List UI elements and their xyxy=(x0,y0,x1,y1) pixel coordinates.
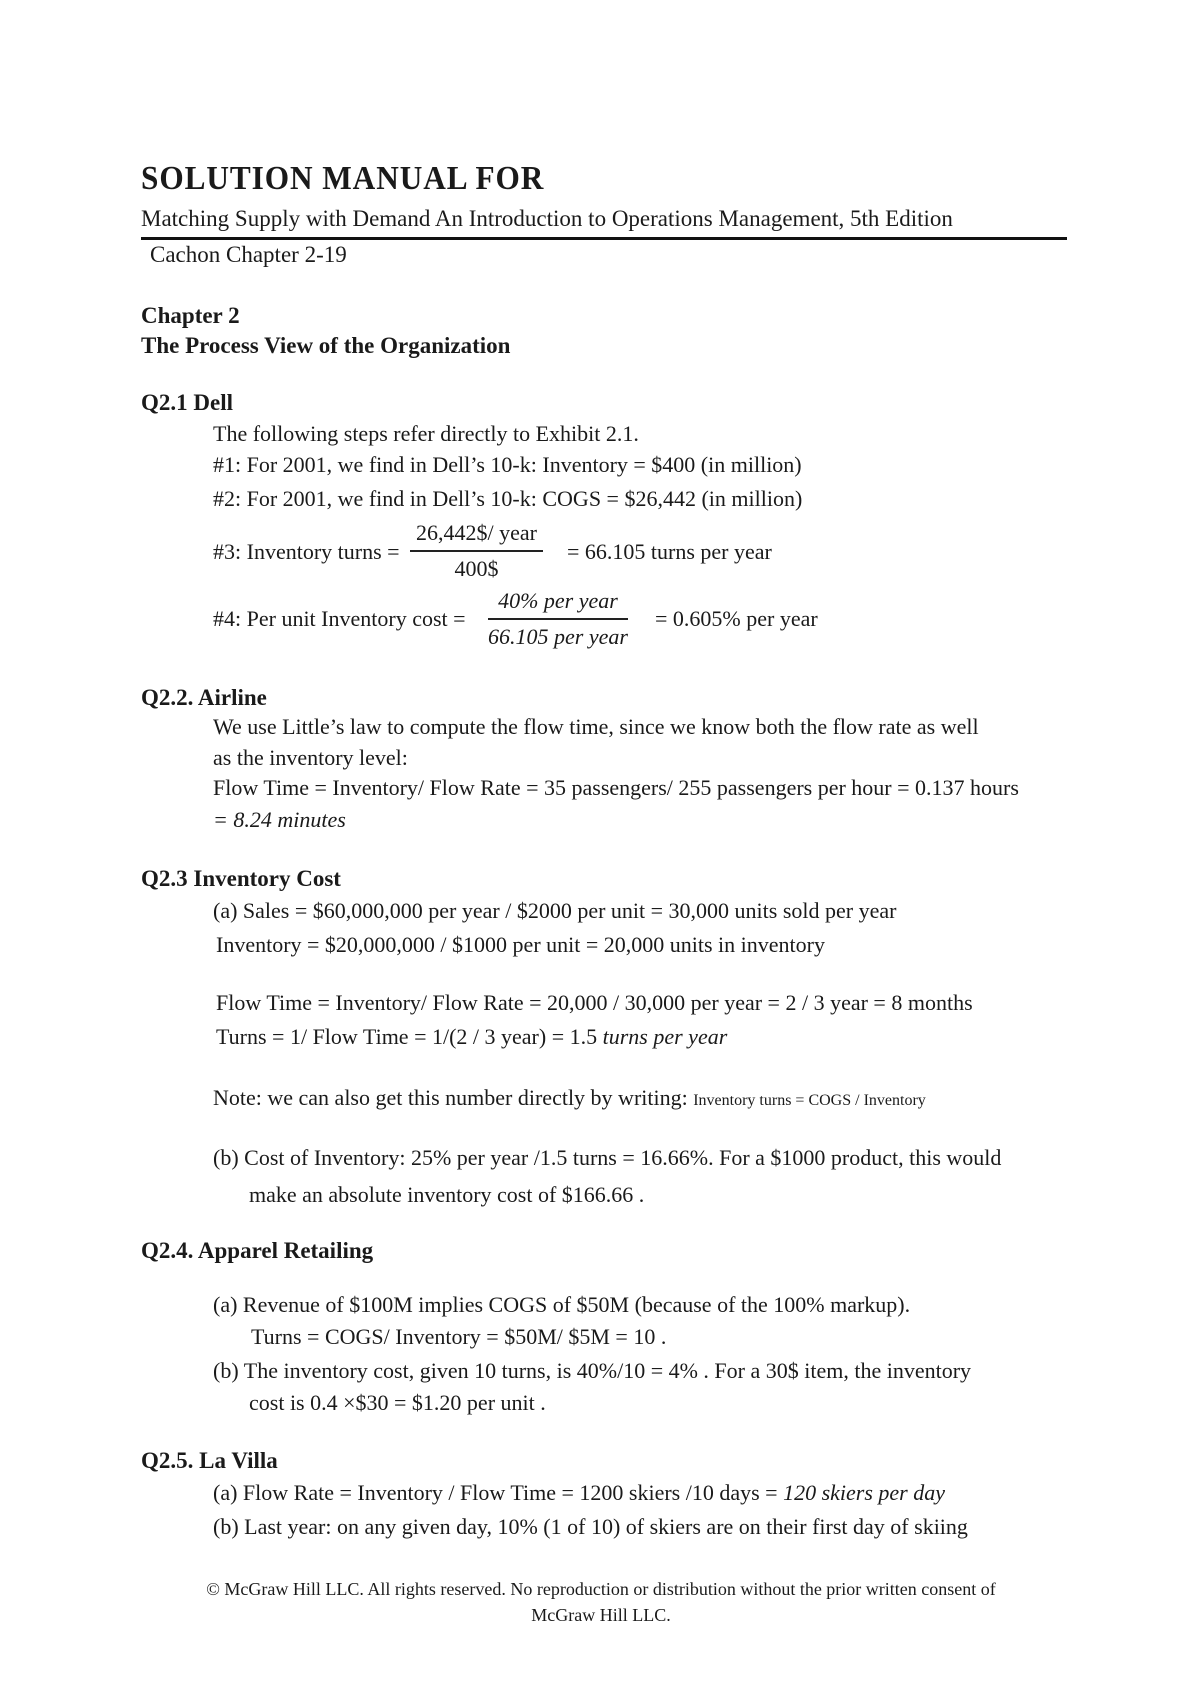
footer-line2: McGraw Hill LLC. xyxy=(531,1605,671,1625)
q24-b-line1: (b) The inventory cost, given 10 turns, is 40%/10 = 4% . For a 30$ item, the inventory xyxy=(213,1358,972,1383)
q21-intro: The following steps refer directly to Exhibit 2.1. xyxy=(213,421,639,446)
q24-a-line2: Turns = COGS/ Inventory = $50M/ $5M = 10 . xyxy=(251,1324,667,1349)
q21-heading: Q2.1 Dell xyxy=(141,390,233,415)
q21-step3-result: = 66.105 turns per year xyxy=(567,539,772,564)
q22-line2: as the inventory level: xyxy=(213,745,408,770)
q23-turns-formula: Turns = 1/ Flow Time = 1/(2 / 3 year) = 1.5 xyxy=(216,1024,603,1049)
q23-note-text: Note: we can also get this number directly by writing: xyxy=(213,1085,694,1110)
q21-step2: #2: For 2001, we find in Dell’s 10-k: COGS = $26,442 (in million) xyxy=(213,486,803,511)
q23-b-line1: (b) Cost of Inventory: 25% per year /1.5 turns = 16.66%. For a $1000 product, this would xyxy=(213,1145,1002,1170)
q24-heading: Q2.4. Apparel Retailing xyxy=(141,1238,374,1263)
q21-step4-fraction xyxy=(488,588,628,650)
q22-line1: We use Little’s law to compute the flow time, since we know both the flow rate as well xyxy=(213,714,979,739)
footer-line1: © McGraw Hill LLC. All rights reserved. No reproduction or distribution without the prior written consent of xyxy=(206,1579,996,1599)
title-divider xyxy=(141,237,1067,240)
chapter-title: The Process View of the Organization xyxy=(141,333,511,358)
q23-a-line4 xyxy=(216,1024,727,1050)
author-chapter-range: Cachon Chapter 2-19 xyxy=(150,242,347,267)
q21-step3-denominator: 400$ xyxy=(454,556,499,581)
q24-b-line2: cost is 0.4 ×$30 = $1.20 per unit . xyxy=(249,1390,546,1415)
document-title: SOLUTION MANUAL FOR xyxy=(141,160,545,197)
q23-turns-unit: turns per year xyxy=(602,1024,728,1049)
q23-a-line2: Inventory = $20,000,000 / $1000 per unit = 20,000 units in inventory xyxy=(216,932,825,957)
q23-note-formula: Inventory turns = COGS / Inventory xyxy=(693,1092,926,1109)
q25-b-line1: (b) Last year: on any given day, 10% (1 of 10) of skiers are on their first day of skiing xyxy=(213,1514,968,1539)
q22-line3: Flow Time = Inventory/ Flow Rate = 35 passengers/ 255 passengers per hour = 0.137 hours xyxy=(213,775,1019,800)
q21-step4-label: #4: Per unit Inventory cost = xyxy=(213,606,466,631)
q21-step3-numerator: 26,442$/ year xyxy=(416,520,537,545)
q21-step1: #1: For 2001, we find in Dell’s 10-k: Inventory = $400 (in million) xyxy=(213,452,802,477)
chapter-label: Chapter 2 xyxy=(141,303,240,328)
copyright-footer xyxy=(141,1576,1061,1628)
q22-heading: Q2.2. Airline xyxy=(141,685,267,710)
q24-a-line1: (a) Revenue of $100M implies COGS of $50M (because of the 100% markup). xyxy=(213,1292,911,1317)
q22-line4: = 8.24 minutes xyxy=(213,807,346,832)
q25-flow-rate-formula: (a) Flow Rate = Inventory / Flow Time = 1200 skiers /10 days = xyxy=(213,1480,784,1505)
q23-a-line3: Flow Time = Inventory/ Flow Rate = 20,000 / 30,000 per year = 2 / 3 year = 8 months xyxy=(216,990,973,1015)
q23-heading: Q2.3 Inventory Cost xyxy=(141,866,341,891)
q25-heading: Q2.5. La Villa xyxy=(141,1448,278,1473)
q23-b-line2: make an absolute inventory cost of $166.66 . xyxy=(249,1182,645,1207)
q21-step3-fraction xyxy=(410,520,543,582)
book-title: Matching Supply with Demand An Introduction to Operations Management, 5th Edition xyxy=(141,206,953,231)
q21-step4-result: = 0.605% per year xyxy=(655,606,818,631)
q23-note xyxy=(213,1085,926,1111)
q25-a-line1 xyxy=(213,1480,945,1506)
q25-flow-rate-result: 120 skiers per day xyxy=(783,1480,946,1505)
q21-step3-label: #3: Inventory turns = xyxy=(213,539,400,564)
q21-step4-denominator: 66.105 per year xyxy=(488,624,628,649)
q23-a-line1: (a) Sales = $60,000,000 per year / $2000 per unit = 30,000 units sold per year xyxy=(213,898,897,923)
q21-step4-numerator: 40% per year xyxy=(498,588,618,613)
